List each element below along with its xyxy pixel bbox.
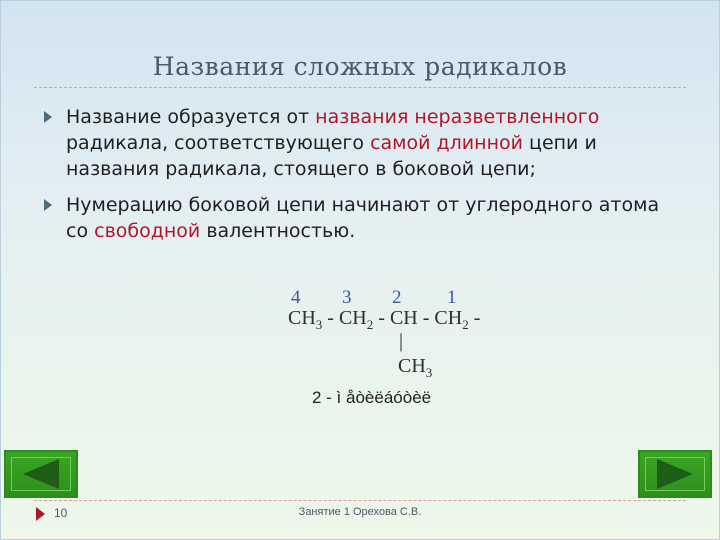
main-chain: $CH_3 - CH_2$ - CH - $CH_2$ - [288, 307, 481, 332]
bullet-item-2 [44, 192, 684, 244]
carbon-number: 3 [342, 287, 352, 308]
formula-caption: 2 - ì åòèëáóòèë [312, 388, 432, 407]
highlight-text: самой длинной [370, 132, 523, 154]
carbon-number: 4 [291, 287, 301, 308]
slide-title: Названия сложных радикалов [152, 52, 568, 81]
previous-slide-button[interactable] [4, 450, 78, 498]
bullet-text: Название образуется от названия неразветвленного радикала, соответствующего самой длинной цепи и названия радикала, стоящего в боковой цепи; [66, 106, 600, 180]
highlight-text: свободной [94, 220, 201, 242]
footer-text: Занятие 1 Орехова С.В. [298, 506, 422, 518]
bullet-arrow-icon [44, 111, 52, 123]
carbon-number: 2 [392, 287, 402, 308]
page-number: 10 [54, 506, 68, 520]
triangle-right-icon [653, 457, 697, 491]
highlight-text: названия неразветвленного [315, 106, 600, 128]
triangle-left-icon [19, 457, 63, 491]
branch-bond: | [399, 330, 404, 352]
bullet-text: Нумерацию боковой цепи начинают от углеродного атома со свободной валентностью. [66, 194, 660, 242]
title-divider [34, 87, 686, 88]
next-slide-button[interactable] [638, 450, 712, 498]
footer-divider [34, 500, 686, 501]
carbon-number: 1 [447, 287, 457, 308]
branch-group: $CH_3$ [398, 355, 433, 380]
bullet-arrow-icon [44, 199, 52, 211]
bullet-list [44, 104, 684, 254]
bullet-item-1 [44, 104, 684, 182]
